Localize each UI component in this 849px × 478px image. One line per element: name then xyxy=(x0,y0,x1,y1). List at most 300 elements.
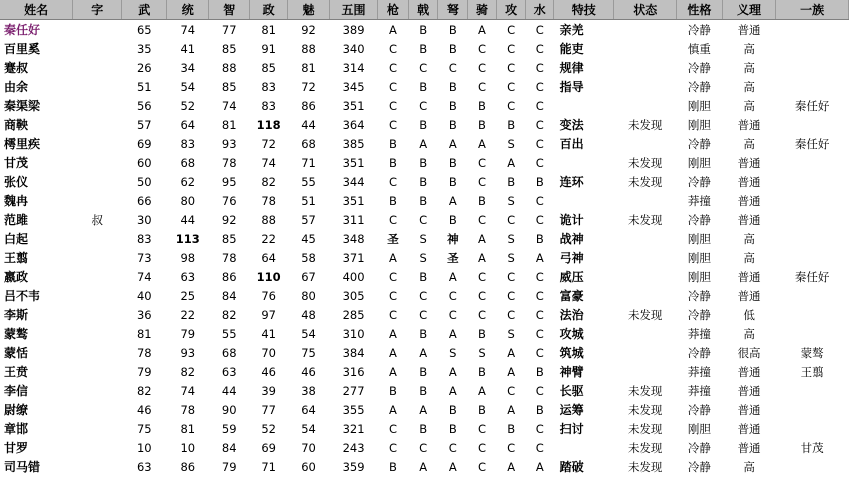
clan-value xyxy=(776,191,849,210)
total-stats-value: 340 xyxy=(342,41,365,56)
intelligence-value: 82 xyxy=(221,307,237,322)
skill-name: 变法 xyxy=(559,118,584,132)
header-skill[interactable]: 特技 xyxy=(554,0,614,20)
skill-name: 运筹 xyxy=(559,403,584,417)
skill-name: 能吏 xyxy=(559,42,584,56)
leadership-value: 62 xyxy=(180,174,196,189)
personality-value: 刚胆 xyxy=(687,155,711,170)
crossbow-grade: B xyxy=(448,117,457,132)
clan-value xyxy=(776,286,849,305)
total-stats-value: 355 xyxy=(342,402,365,417)
spear-grade: C xyxy=(388,421,397,436)
table-row[interactable] xyxy=(0,20,849,40)
righteousness-value: 普通 xyxy=(737,174,761,189)
clan-value xyxy=(776,172,849,191)
crossbow-grade: A xyxy=(448,326,457,341)
cavalry-grade: C xyxy=(477,288,486,303)
courtesy-name xyxy=(73,438,122,457)
navy-grade: C xyxy=(535,136,544,151)
clan-value xyxy=(776,77,849,96)
cavalry-grade: B xyxy=(478,326,486,341)
table-row[interactable] xyxy=(0,229,849,248)
politics-value: 83 xyxy=(261,98,276,113)
status-value xyxy=(614,286,676,305)
cavalry-grade: A xyxy=(478,231,486,246)
header-politics[interactable]: 政 xyxy=(250,0,288,20)
navy-grade: B xyxy=(535,174,544,189)
clan-value xyxy=(776,115,849,134)
table-row[interactable] xyxy=(0,305,849,324)
courtesy-name xyxy=(73,267,122,286)
table-row[interactable] xyxy=(0,400,849,419)
header-crossbow[interactable]: 弩 xyxy=(438,0,468,20)
war-value: 65 xyxy=(136,22,152,37)
clan-value xyxy=(776,39,849,58)
courtesy-name xyxy=(73,229,122,248)
clan-value xyxy=(776,20,849,40)
siege-grade: A xyxy=(507,345,516,360)
total-stats-value: 364 xyxy=(342,117,365,132)
status-value xyxy=(614,229,676,248)
personality-value: 冷静 xyxy=(687,212,711,227)
charm-value: 51 xyxy=(301,193,316,208)
politics-value: 76 xyxy=(261,288,276,303)
spear-grade: C xyxy=(388,307,397,322)
total-stats-value: 385 xyxy=(342,136,365,151)
leadership-value: 98 xyxy=(180,250,196,265)
leadership-value: 78 xyxy=(180,402,196,417)
personality-value: 冷静 xyxy=(687,22,711,37)
cavalry-grade: C xyxy=(477,440,486,455)
politics-value: 69 xyxy=(261,440,276,455)
war-value: 83 xyxy=(136,231,152,246)
cavalry-grade: C xyxy=(477,155,486,170)
spear-grade: A xyxy=(389,345,397,360)
personality-value: 莽撞 xyxy=(687,326,711,341)
status-value: 未发现 xyxy=(627,421,663,436)
war-value: 73 xyxy=(136,250,152,265)
war-value: 57 xyxy=(136,117,152,132)
righteousness-value: 普通 xyxy=(737,364,761,379)
courtesy-name xyxy=(73,248,122,267)
war-value: 78 xyxy=(136,345,152,360)
table-row[interactable] xyxy=(0,286,849,305)
cavalry-grade: C xyxy=(477,421,486,436)
navy-grade: C xyxy=(535,22,544,37)
charm-value: 70 xyxy=(301,440,316,455)
halberd-grade: B xyxy=(419,383,428,398)
table-row[interactable] xyxy=(0,58,849,77)
righteousness-value: 低 xyxy=(743,307,755,322)
courtesy-name xyxy=(73,191,122,210)
total-stats-value: 348 xyxy=(342,231,365,246)
cavalry-grade: S xyxy=(478,345,486,360)
crossbow-grade: B xyxy=(448,402,457,417)
header-siege[interactable]: 攻 xyxy=(496,0,526,20)
charm-value: 44 xyxy=(301,117,316,132)
siege-grade: C xyxy=(507,440,516,455)
leadership-value: 93 xyxy=(180,345,196,360)
clan-value: 秦任好 xyxy=(794,136,830,151)
clan-value xyxy=(776,457,849,476)
navy-grade: C xyxy=(535,212,544,227)
skill-name: 法治 xyxy=(559,308,584,322)
halberd-grade: B xyxy=(419,193,428,208)
intelligence-value: 95 xyxy=(221,174,237,189)
header-halberd[interactable]: 戟 xyxy=(408,0,438,20)
table-row[interactable] xyxy=(0,39,849,58)
table-row[interactable] xyxy=(0,96,849,115)
total-stats-value: 351 xyxy=(342,98,365,113)
leadership-value: 44 xyxy=(180,212,196,227)
intelligence-value: 85 xyxy=(221,231,237,246)
halberd-grade: B xyxy=(419,155,428,170)
header-leadership[interactable]: 统 xyxy=(167,0,209,20)
total-stats-value: 345 xyxy=(342,79,365,94)
war-value: 30 xyxy=(136,212,152,227)
header-war[interactable]: 武 xyxy=(122,0,167,20)
righteousness-value: 普通 xyxy=(737,22,761,37)
courtesy-name xyxy=(73,134,122,153)
clan-value xyxy=(776,400,849,419)
table-row[interactable] xyxy=(0,191,849,210)
siege-grade: C xyxy=(507,212,516,227)
charm-value: 38 xyxy=(301,383,316,398)
officer-name: 百里奚 xyxy=(4,42,41,56)
table-row[interactable] xyxy=(0,457,849,476)
cavalry-grade: C xyxy=(477,41,486,56)
halberd-grade: B xyxy=(419,364,428,379)
courtesy-name xyxy=(73,115,122,134)
intelligence-value: 85 xyxy=(221,79,237,94)
courtesy-name xyxy=(73,39,122,58)
politics-value: 85 xyxy=(261,60,276,75)
table-row[interactable] xyxy=(0,115,849,134)
table-row[interactable] xyxy=(0,419,849,438)
personality-value: 刚胆 xyxy=(687,250,711,265)
status-value xyxy=(614,362,676,381)
halberd-grade: C xyxy=(419,98,428,113)
intelligence-value: 88 xyxy=(221,60,237,75)
leadership-value: 52 xyxy=(180,98,196,113)
header-name[interactable]: 姓名 xyxy=(0,0,73,20)
siege-grade: B xyxy=(507,174,516,189)
table-row[interactable] xyxy=(0,381,849,400)
charm-value: 80 xyxy=(301,288,316,303)
crossbow-grade: A xyxy=(448,459,457,474)
war-value: 26 xyxy=(136,60,152,75)
table-row[interactable] xyxy=(0,248,849,267)
personality-value: 冷静 xyxy=(687,307,711,322)
crossbow-grade: A xyxy=(448,364,457,379)
righteousness-value: 普通 xyxy=(737,421,761,436)
leadership-value: 68 xyxy=(180,155,196,170)
status-value: 未发现 xyxy=(627,440,663,455)
courtesy-name xyxy=(73,153,122,172)
war-value: 46 xyxy=(136,402,152,417)
halberd-grade: C xyxy=(419,212,428,227)
navy-grade: C xyxy=(535,60,544,75)
officer-name: 秦渠梁 xyxy=(4,99,41,113)
crossbow-grade: B xyxy=(448,22,457,37)
halberd-grade: B xyxy=(419,269,428,284)
courtesy-name xyxy=(73,305,122,324)
leadership-value: 25 xyxy=(180,288,196,303)
table-row[interactable] xyxy=(0,77,849,96)
skill-name: 战神 xyxy=(559,232,584,246)
header-charm[interactable]: 魅 xyxy=(288,0,330,20)
table-row[interactable] xyxy=(0,267,849,286)
crossbow-grade: C xyxy=(448,60,457,75)
spear-grade: C xyxy=(388,212,397,227)
halberd-grade: A xyxy=(419,345,428,360)
navy-grade: C xyxy=(535,79,544,94)
righteousness-value: 普通 xyxy=(737,193,761,208)
cavalry-grade: B xyxy=(478,117,486,132)
table-row[interactable] xyxy=(0,210,849,229)
status-value xyxy=(614,324,676,343)
status-value xyxy=(614,77,676,96)
clan-value: 甘茂 xyxy=(800,440,824,455)
navy-grade: C xyxy=(535,193,544,208)
righteousness-value: 普通 xyxy=(737,288,761,303)
officer-name: 李信 xyxy=(4,384,29,398)
intelligence-value: 44 xyxy=(221,383,237,398)
navy-grade: C xyxy=(535,288,544,303)
total-stats-value: 305 xyxy=(342,288,365,303)
charm-value: 92 xyxy=(301,22,316,37)
charm-value: 86 xyxy=(301,98,316,113)
skill-name: 筑城 xyxy=(559,346,584,360)
officer-name: 蒙骜 xyxy=(4,327,29,341)
total-stats-value: 310 xyxy=(342,326,365,341)
navy-grade: A xyxy=(535,459,544,474)
skill-name: 攻城 xyxy=(559,327,584,341)
table-row[interactable] xyxy=(0,172,849,191)
intelligence-value: 63 xyxy=(221,364,237,379)
total-stats-value: 400 xyxy=(342,269,365,284)
officer-name: 范雎 xyxy=(4,213,29,227)
cavalry-grade: C xyxy=(477,459,486,474)
crossbow-grade: A xyxy=(448,383,457,398)
skill-name: 扫讨 xyxy=(559,422,584,436)
crossbow-grade: B xyxy=(448,421,457,436)
personality-value: 冷静 xyxy=(687,79,711,94)
politics-value: 52 xyxy=(261,421,276,436)
spear-grade: A xyxy=(389,250,397,265)
personality-value: 刚胆 xyxy=(687,98,711,113)
crossbow-grade: A xyxy=(448,136,457,151)
courtesy-name xyxy=(73,324,122,343)
status-value xyxy=(614,20,676,40)
leadership-value: 82 xyxy=(180,364,196,379)
righteousness-value: 高 xyxy=(743,326,755,341)
crossbow-grade: B xyxy=(448,155,457,170)
status-value xyxy=(614,96,676,115)
siege-grade: C xyxy=(507,41,516,56)
navy-grade: C xyxy=(535,269,544,284)
navy-grade: C xyxy=(535,117,544,132)
officer-name: 章邯 xyxy=(4,422,29,436)
righteousness-value: 高 xyxy=(743,98,755,113)
header-intelligence[interactable]: 智 xyxy=(209,0,250,20)
table-row[interactable] xyxy=(0,134,849,153)
personality-value: 冷静 xyxy=(687,459,711,474)
intelligence-value: 59 xyxy=(221,421,237,436)
total-stats-value: 351 xyxy=(342,155,365,170)
intelligence-value: 55 xyxy=(221,326,237,341)
personality-value: 刚胆 xyxy=(687,231,711,246)
cavalry-grade: A xyxy=(478,22,486,37)
clan-value xyxy=(776,419,849,438)
clan-value xyxy=(776,248,849,267)
navy-grade: C xyxy=(535,307,544,322)
personality-value: 冷静 xyxy=(687,345,711,360)
spear-grade: B xyxy=(389,193,397,208)
halberd-grade: A xyxy=(419,459,428,474)
intelligence-value: 86 xyxy=(221,269,237,284)
charm-value: 46 xyxy=(301,364,316,379)
politics-value: 74 xyxy=(261,155,276,170)
politics-value: 118 xyxy=(256,117,281,132)
navy-grade: C xyxy=(535,421,544,436)
skill-name xyxy=(554,96,614,115)
spear-grade: 圣 xyxy=(387,231,399,246)
cavalry-grade: C xyxy=(477,212,486,227)
politics-value: 82 xyxy=(261,174,276,189)
total-stats-value: 277 xyxy=(342,383,365,398)
leadership-value: 54 xyxy=(180,79,196,94)
righteousness-value: 普通 xyxy=(737,155,761,170)
total-stats-value: 384 xyxy=(342,345,365,360)
courtesy-name xyxy=(73,286,122,305)
header-total-stats[interactable]: 五围 xyxy=(330,0,378,20)
intelligence-value: 78 xyxy=(221,155,237,170)
status-value: 未发现 xyxy=(627,212,663,227)
navy-grade: B xyxy=(535,231,544,246)
siege-grade: B xyxy=(507,117,516,132)
status-value xyxy=(614,248,676,267)
table-row[interactable] xyxy=(0,324,849,343)
charm-value: 60 xyxy=(301,459,316,474)
header-personality[interactable]: 性格 xyxy=(676,0,722,20)
halberd-grade: S xyxy=(419,231,427,246)
spear-grade: C xyxy=(388,41,397,56)
clan-value xyxy=(776,58,849,77)
halberd-grade: C xyxy=(419,60,428,75)
politics-value: 41 xyxy=(261,326,276,341)
crossbow-grade: B xyxy=(448,41,457,56)
halberd-grade: B xyxy=(419,421,428,436)
crossbow-grade: 神 xyxy=(447,231,459,246)
leadership-value: 113 xyxy=(175,231,200,246)
intelligence-value: 74 xyxy=(221,98,237,113)
spear-grade: C xyxy=(388,288,397,303)
courtesy-name xyxy=(73,172,122,191)
crossbow-grade: A xyxy=(448,193,457,208)
courtesy-name: 叔 xyxy=(91,212,103,227)
skill-name: 百出 xyxy=(559,137,584,151)
charm-value: 54 xyxy=(301,421,316,436)
cavalry-grade: A xyxy=(478,250,486,265)
spear-grade: C xyxy=(388,440,397,455)
officer-name: 甘茂 xyxy=(4,156,29,170)
header-courtesy-name[interactable]: 字 xyxy=(73,0,122,20)
crossbow-grade: B xyxy=(448,79,457,94)
halberd-grade: C xyxy=(419,440,428,455)
war-value: 81 xyxy=(136,326,152,341)
siege-grade: A xyxy=(507,364,516,379)
siege-grade: C xyxy=(507,22,516,37)
skill-name: 连环 xyxy=(559,175,584,189)
politics-value: 39 xyxy=(261,383,276,398)
clan-value: 王翦 xyxy=(800,364,824,379)
spear-grade: C xyxy=(388,174,397,189)
status-value: 未发现 xyxy=(627,459,663,474)
skill-name: 弓神 xyxy=(559,251,584,265)
navy-grade: C xyxy=(535,41,544,56)
cavalry-grade: C xyxy=(477,79,486,94)
skill-name: 长驱 xyxy=(559,384,584,398)
leadership-value: 74 xyxy=(180,22,196,37)
charm-value: 67 xyxy=(301,269,316,284)
header-clan[interactable]: 一族 xyxy=(776,0,849,20)
clan-value xyxy=(776,210,849,229)
spear-grade: C xyxy=(388,269,397,284)
header-status[interactable]: 状态 xyxy=(614,0,676,20)
table-row[interactable] xyxy=(0,362,849,381)
righteousness-value: 很高 xyxy=(737,345,761,360)
skill-name: 威压 xyxy=(559,270,584,284)
crossbow-grade: A xyxy=(448,269,457,284)
siege-grade: C xyxy=(507,288,516,303)
war-value: 74 xyxy=(136,269,152,284)
clan-value: 秦任好 xyxy=(794,269,830,284)
header-righteousness[interactable]: 义理 xyxy=(722,0,775,20)
righteousness-value: 普通 xyxy=(737,440,761,455)
siege-grade: B xyxy=(507,421,516,436)
courtesy-name xyxy=(73,362,122,381)
table-row[interactable] xyxy=(0,153,849,172)
table-row[interactable] xyxy=(0,438,849,457)
charm-value: 54 xyxy=(301,326,316,341)
skill-name xyxy=(554,191,614,210)
officer-name: 王贲 xyxy=(4,365,29,379)
leadership-value: 79 xyxy=(180,326,196,341)
personality-value: 莽撞 xyxy=(687,364,711,379)
officer-name: 蹇叔 xyxy=(4,61,29,75)
intelligence-value: 68 xyxy=(221,345,237,360)
politics-value: 72 xyxy=(261,136,276,151)
total-stats-value: 321 xyxy=(342,421,365,436)
skill-name: 指导 xyxy=(559,80,584,94)
header-cavalry[interactable]: 骑 xyxy=(468,0,497,20)
charm-value: 68 xyxy=(301,136,316,151)
table-row[interactable] xyxy=(0,343,849,362)
status-value xyxy=(614,343,676,362)
intelligence-value: 78 xyxy=(221,250,237,265)
war-value: 60 xyxy=(136,155,152,170)
navy-grade: C xyxy=(535,98,544,113)
spear-grade: B xyxy=(389,155,397,170)
header-spear[interactable]: 枪 xyxy=(378,0,409,20)
header-navy[interactable]: 水 xyxy=(526,0,554,20)
officer-name: 商鞅 xyxy=(4,118,29,132)
personality-value: 莽撞 xyxy=(687,193,711,208)
spear-grade: B xyxy=(389,383,397,398)
cavalry-grade: B xyxy=(478,364,486,379)
personality-value: 冷静 xyxy=(687,136,711,151)
